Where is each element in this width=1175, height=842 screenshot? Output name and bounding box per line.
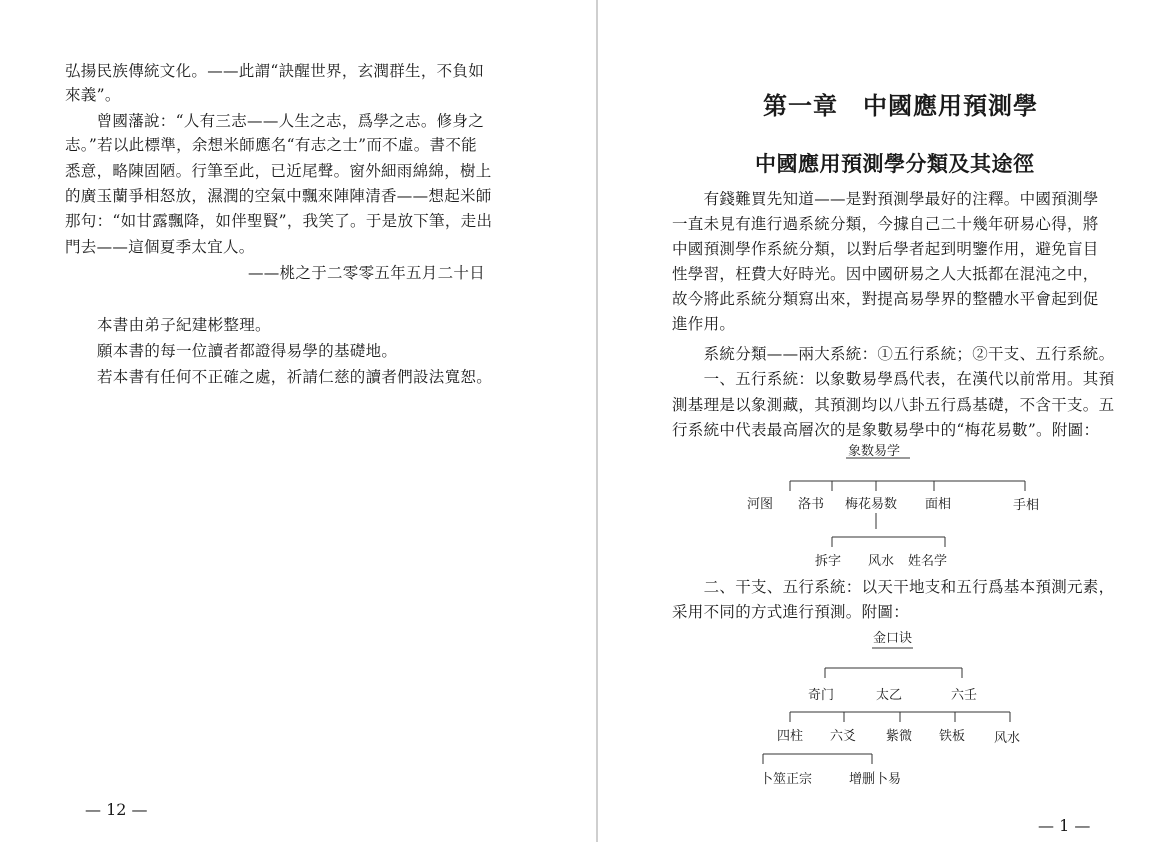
diagram-node: 六爻 (830, 729, 857, 744)
paragraph-line: 采用不同的方式進行預測。附圖： (672, 603, 910, 621)
note-line: 本書由弟子紀建彬整理。 (97, 316, 271, 334)
section-title: 中國應用預測學分類及其途徑 (755, 151, 1035, 176)
paragraph-line: 二、干支、五行系統：以天干地支和五行爲基本預測元素， (672, 578, 1115, 596)
paragraph-line: 故今將此系統分類寫出來，對提高易學界的整體水平會起到促 (672, 290, 1099, 308)
diagram-node: 河图 (747, 497, 774, 512)
paragraph-line: 一直未見有進行過系統分類，今據自己二十幾年研易心得，將 (672, 215, 1099, 233)
paragraph-line: 有錢難買先知道——是對預測學最好的注釋。中國預測學 (672, 190, 1099, 208)
paragraph-line: 行系統中代表最高層次的是象數易學中的“梅花易數”。附圖： (672, 421, 1100, 439)
paragraph-line: 一、五行系統：以象數易學爲代表，在漢代以前常用。其預 (672, 370, 1115, 388)
diagram-node: 紫微 (886, 729, 913, 744)
diagram-node: 梅花易数 (845, 497, 898, 512)
diagram-node: 增删卜易 (849, 772, 902, 787)
paragraph-line: 中國預測學作系統分類，以對后學者起到明鑒作用，避免盲目 (672, 240, 1099, 258)
diagram-node: 拆字 (815, 554, 842, 569)
diagram-node: 四柱 (777, 729, 804, 744)
right-page (600, 0, 1175, 842)
paragraph-line: 弘揚民族傳統文化。——此謂“訣醒世界，玄潤群生，不負如 (65, 62, 485, 80)
paragraph-line: 悉意，略陳固陋。行筆至此，已近尾聲。窗外細雨綿綿，樹上 (65, 162, 492, 180)
classification-line: 系統分類——兩大系統：①五行系統；②干支、五行系統。 (672, 345, 1115, 363)
diagram-root: 金口诀 (873, 631, 913, 646)
page-number: — 1 — (1038, 816, 1091, 835)
diagram-node: 风水 (994, 731, 1021, 746)
diagram-node: 奇门 (808, 688, 835, 703)
paragraph-line: 來義”。 (65, 86, 121, 104)
diagram-node: 姓名学 (908, 554, 948, 569)
paragraph-line: 那句：“如甘露飄降，如伴聖賢”，我笑了。于是放下筆，走出 (65, 212, 493, 230)
page-number: — 12 — (85, 800, 148, 819)
paragraph-line: 門去——這個夏季太宜人。 (65, 238, 255, 256)
note-line: 若本書有任何不正確之處，祈請仁慈的讀者們設法寬恕。 (97, 368, 493, 386)
diagram-node: 手相 (1013, 498, 1040, 513)
note-line: 願本書的每一位讀者都證得易學的基礎地。 (97, 342, 398, 360)
diagram-node: 卜筮正宗 (760, 772, 813, 787)
chapter-title: 第一章 中國應用預測學 (763, 91, 1038, 120)
paragraph-line: 的廣玉蘭爭相怒放，濕潤的空氣中飄來陣陣清香——想起米師 (65, 187, 492, 205)
diagram-node: 太乙 (876, 688, 903, 703)
paragraph-line: 測基理是以象測藏，其預測均以八卦五行爲基礎，不含干支。五 (672, 396, 1115, 414)
book-spine (596, 0, 598, 842)
diagram-node: 洛书 (798, 497, 825, 512)
diagram-node: 面相 (925, 497, 952, 512)
paragraph-line: 性學習，枉費大好時光。因中國研易之人大抵都在混沌之中， (672, 265, 1099, 283)
diagram-node: 铁板 (939, 729, 966, 744)
diagram-node: 风水 (868, 554, 895, 569)
diagram-root: 象数易学 (848, 444, 901, 459)
paragraph-line: 志。”若以此標準，余想米師應名“有志之士”而不虛。書不能 (65, 136, 477, 154)
paragraph-line: 曾國藩說：“人有三志——人生之志，爲學之志。修身之 (65, 112, 485, 130)
diagram-connectors (600, 0, 1175, 842)
paragraph-line: 進作用。 (672, 315, 736, 333)
diagram-node: 六壬 (951, 688, 978, 703)
signature-line: ——桃之于二零零五年五月二十日 (248, 264, 486, 282)
